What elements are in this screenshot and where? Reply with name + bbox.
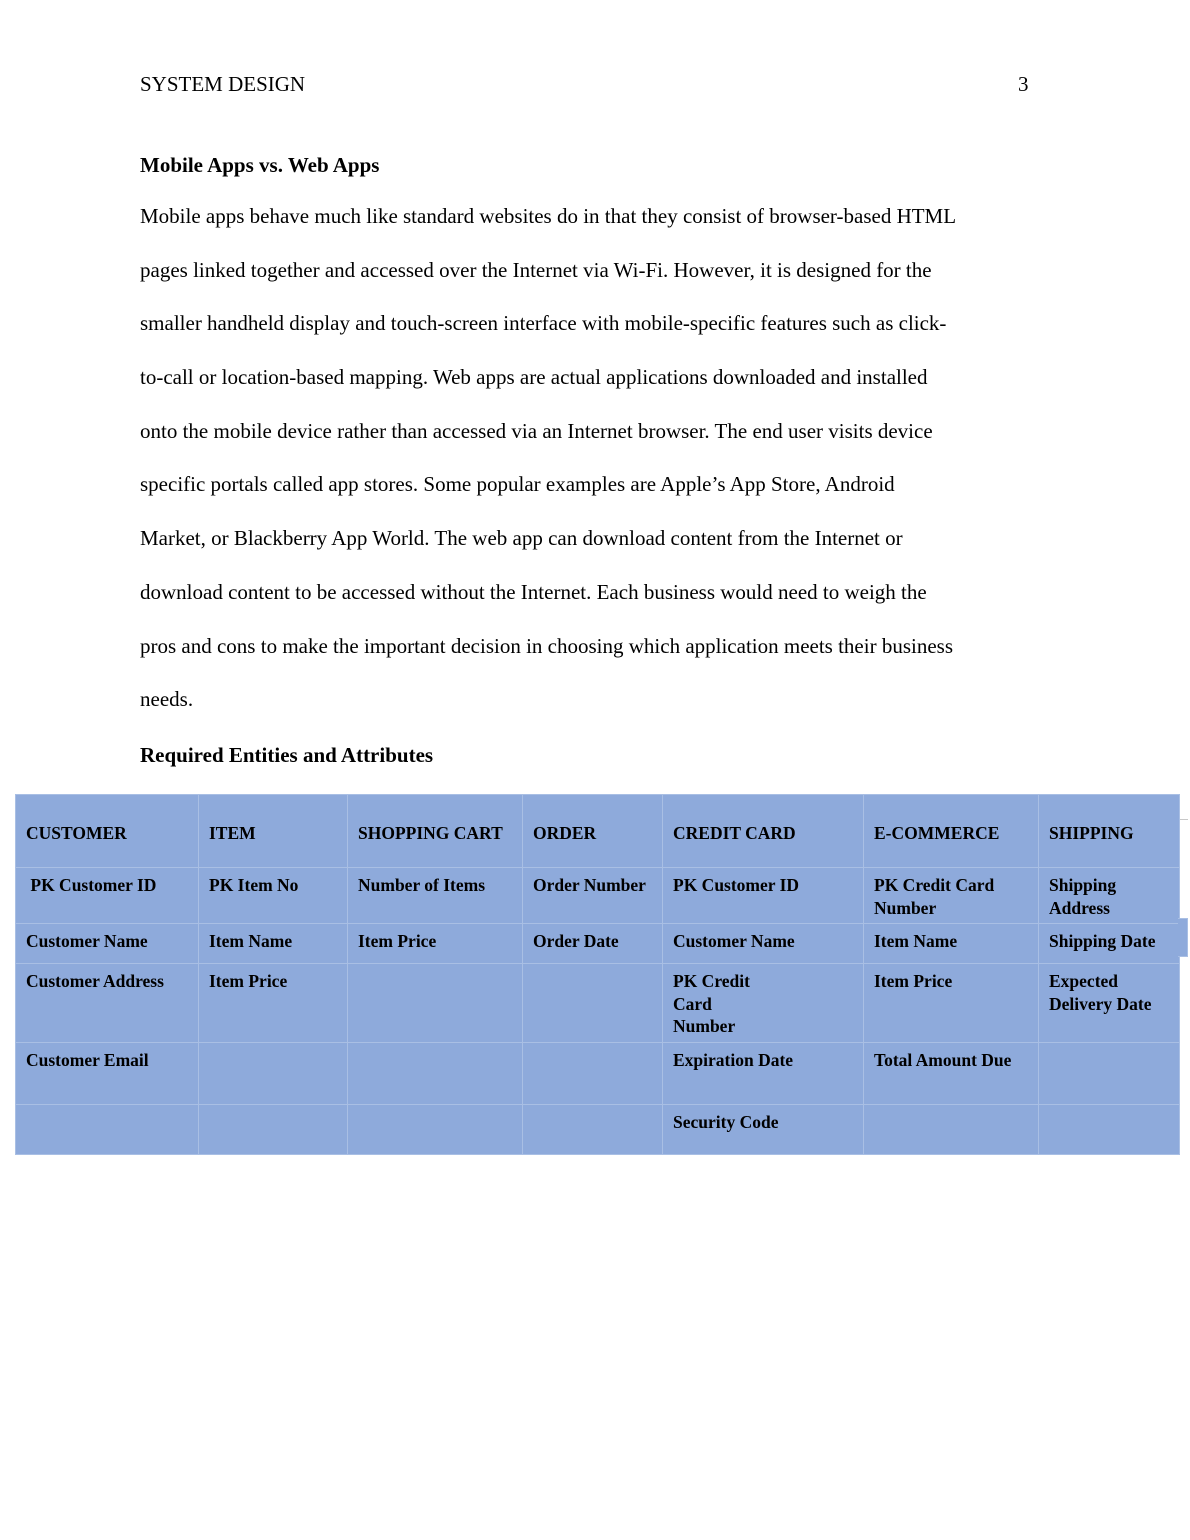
table-overhang-cell	[1178, 918, 1188, 957]
body-paragraph	[140, 190, 1080, 727]
table-row	[16, 868, 1180, 924]
table-cell: Total Amount Due	[864, 1042, 1039, 1104]
table-header-cell: CREDIT CARD	[663, 795, 864, 868]
table-cell	[523, 964, 663, 1043]
table-row	[16, 1042, 1180, 1104]
table-cell: Item Price	[199, 964, 348, 1043]
table-header-cell: ITEM	[199, 795, 348, 868]
table-cell: Customer Name	[663, 924, 864, 964]
table-cell: Order Number	[523, 868, 663, 924]
table-header-cell: SHIPPING	[1039, 795, 1180, 868]
table-header-row	[16, 795, 1180, 868]
table-header-cell: E-COMMERCE	[864, 795, 1039, 868]
table-cell	[523, 1042, 663, 1104]
table-cell: PK Credit Card Number	[864, 868, 1039, 924]
table-cell: Shipping Date	[1039, 924, 1180, 964]
table-cell: Customer Name	[16, 924, 199, 964]
table-cell: Order Date	[523, 924, 663, 964]
paragraph-line: download content to be accessed without the Internet. Each business would need to weigh the	[140, 579, 927, 604]
paragraph-line: needs.	[140, 687, 194, 712]
section-heading-mobile-vs-web: Mobile Apps vs. Web Apps	[140, 153, 380, 177]
table-cell	[1039, 1104, 1180, 1154]
paragraph-line: Mobile apps behave much like standard websites do in that they consist of browser-based HTML	[140, 204, 957, 228]
table-cell: Item Price	[348, 924, 523, 964]
table-cell: PK Item No	[199, 868, 348, 924]
table-cell	[864, 1104, 1039, 1154]
table-cell: Item Price	[864, 964, 1039, 1043]
paragraph-line: pages linked together and accessed over the Internet via Wi-Fi. However, it is designed for the	[140, 257, 932, 282]
table-cell	[348, 1104, 523, 1154]
table-row	[16, 924, 1180, 964]
section-heading-entities: Required Entities and Attributes	[140, 743, 434, 767]
table-header-cell: SHOPPING CART	[348, 795, 523, 868]
table-cell: Security Code	[663, 1104, 864, 1154]
paragraph-line: pros and cons to make the important decision in choosing which application meets their business	[140, 633, 954, 658]
table-cell	[199, 1042, 348, 1104]
table-cell	[1039, 1042, 1180, 1104]
table-cell: Number of Items	[348, 868, 523, 924]
table-cell: Item Name	[199, 924, 348, 964]
table-cell: Customer Address	[16, 964, 199, 1043]
paragraph-line: to-call or location-based mapping. Web apps are actual applications downloaded and installed	[140, 365, 928, 390]
entities-table	[15, 794, 1180, 1155]
table-cell	[348, 964, 523, 1043]
table-cell	[16, 1104, 199, 1154]
table-row	[16, 964, 1180, 1043]
running-head: SYSTEM DESIGN	[140, 72, 306, 96]
table-cell: Item Name	[864, 924, 1039, 964]
paragraph-line: onto the mobile device rather than accessed via an Internet browser. The end user visits device	[140, 418, 933, 443]
table-cell	[348, 1042, 523, 1104]
table-cell: PK Customer ID	[16, 868, 199, 924]
table-cell: Expiration Date	[663, 1042, 864, 1104]
table-row	[16, 1104, 1180, 1154]
table-cell: PK Customer ID	[663, 868, 864, 924]
table-cell: Expected Delivery Date	[1039, 964, 1180, 1043]
paragraph-line: smaller handheld display and touch-screen interface with mobile-specific features such as click-	[140, 311, 947, 336]
table-cell: Shipping Address	[1039, 868, 1180, 924]
table-cell	[523, 1104, 663, 1154]
paragraph-line: specific portals called app stores. Some popular examples are Apple’s App Store, Android	[140, 472, 895, 497]
paragraph-line: Market, or Blackberry App World. The web app can download content from the Internet or	[140, 526, 903, 551]
table-cell	[199, 1104, 348, 1154]
table-header-cell: ORDER	[523, 795, 663, 868]
table-cell: Customer Email	[16, 1042, 199, 1104]
table-cell: PK Credit Card Number	[663, 964, 864, 1043]
page-number: 3	[1018, 72, 1029, 96]
table-header-cell: CUSTOMER	[16, 795, 199, 868]
